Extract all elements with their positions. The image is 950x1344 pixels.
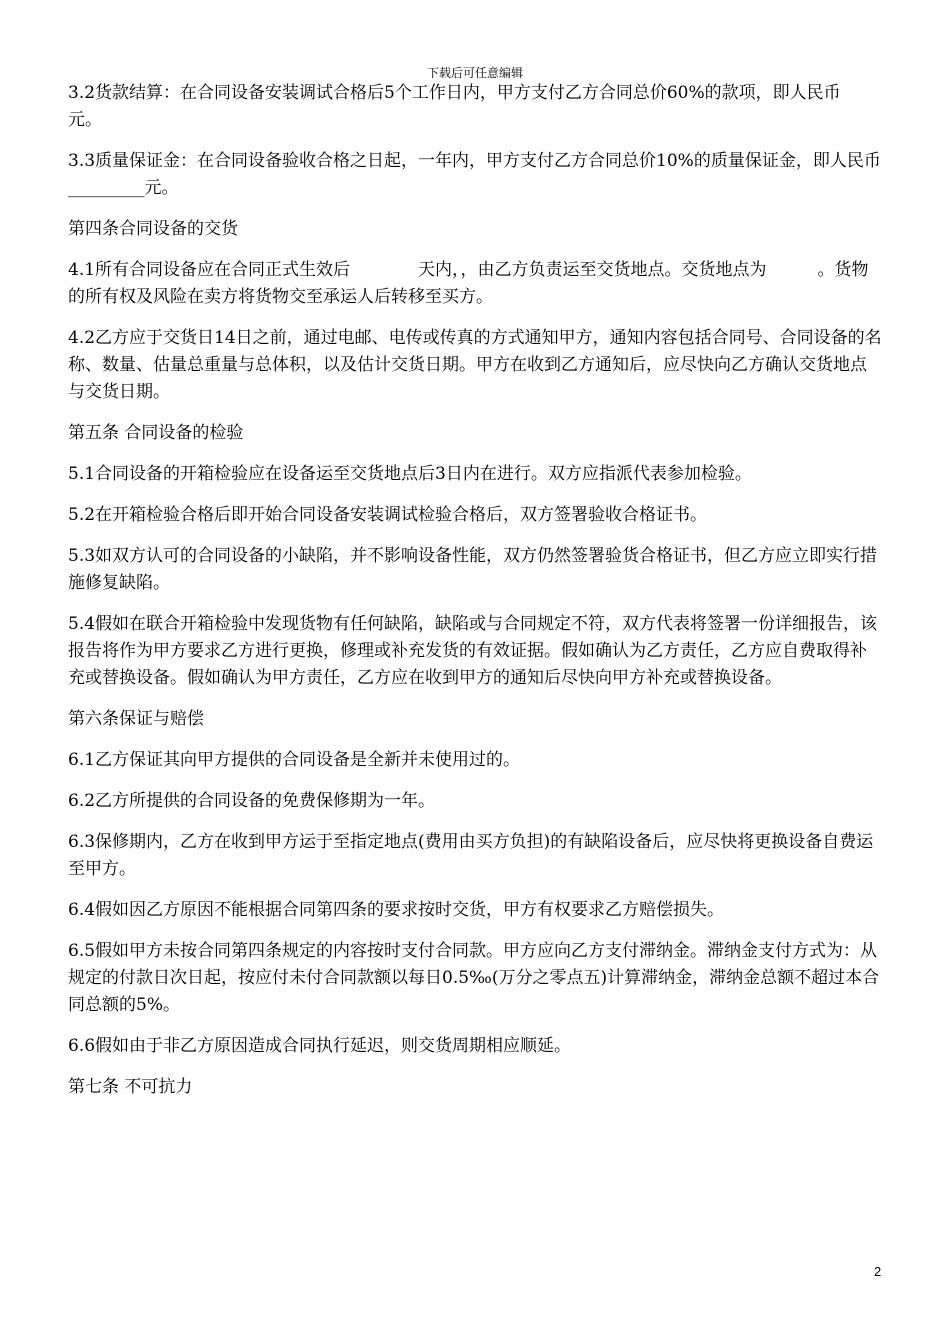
- clause-4-1: 4.1所有合同设备应在合同正式生效后 天内，，由乙方负责运至交货地点。交货地点为 。货物的所有权及风险在卖方将货物交至承运人后转移至买方。: [68, 260, 869, 307]
- clause-6-5: 6.5假如甲方未按合同第四条规定的内容按时支付合同款。甲方应向乙方支付滞纳金。滞纳金支付方式为：从规定的付款日次日起，按应付未付合同款额以每日0.5‰(万分之零点五)计算滞纳金，滞纳金总额不超过本合同总额的5%。: [68, 941, 880, 1015]
- page-number: 2: [874, 1264, 882, 1279]
- clause-3-2: 3.2货款结算：在合同设备安装调试合格后5个工作日内，甲方支付乙方合同总价60%的款项，即人民币 元。: [68, 83, 943, 130]
- article-5-heading: 第五条 合同设备的检验: [68, 423, 244, 443]
- clause-6-1: 6.1乙方保证其向甲方提供的合同设备是全新并未使用过的。: [68, 750, 521, 770]
- article-7-heading: 第七条 不可抗力: [68, 1077, 193, 1097]
- clause-6-2: 6.2乙方所提供的合同设备的免费保修期为一年。: [68, 791, 436, 811]
- clause-6-6: 6.6假如由于非乙方原因造成合同执行延迟，则交货周期相应顺延。: [68, 1036, 572, 1056]
- clause-4-2: 4.2乙方应于交货日14日之前，通过电邮、电传或传真的方式通知甲方，通知内容包括合同号、合同设备的名称、数量、估量总重量与总体积，以及估计交货日期。甲方在收到乙方通知后，应尽快向乙方确认交货地点与交货日期。: [68, 328, 882, 402]
- clause-5-1: 5.1合同设备的开箱检验应在设备运至交货地点后3日内在进行。双方应指派代表参加检验。: [68, 464, 752, 484]
- clause-6-3: 6.3保修期内，乙方在收到甲方运于至指定地点(费用由买方负担)的有缺陷设备后，应尽快将更换设备自费运至甲方。: [68, 832, 874, 879]
- clause-5-2: 5.2在开箱检验合格后即开始合同设备安装调试检验合格后，双方签署验收合格证书。: [68, 505, 708, 525]
- article-4-heading: 第四条合同设备的交货: [68, 219, 238, 239]
- page-header: 下载后可任意编辑: [426, 66, 523, 80]
- article-6-heading: 第六条保证与赔偿: [68, 709, 204, 729]
- clause-3-3: 3.3质量保证金：在合同设备验收合格之日起，一年内，甲方支付乙方合同总价10%的质量保证金，即人民币_________元。: [68, 151, 881, 198]
- document-body: [68, 80, 943, 1115]
- clause-5-3: 5.3如双方认可的合同设备的小缺陷，并不影响设备性能，双方仍然签署验货合格证书，但乙方应立即实行措施修复缺陷。: [68, 546, 878, 593]
- clause-6-4: 6.4假如因乙方原因不能根据合同第四条的要求按时交货，甲方有权要求乙方赔偿损失。: [68, 900, 725, 920]
- clause-5-4: 5.4假如在联合开箱检验中发现货物有任何缺陷，缺陷或与合同规定不符，双方代表将签署一份详细报告，该报告将作为甲方要求乙方进行更换，修理或补充发货的有效证据。假如确认为乙方责任，乙方应自费取得补充或替换设备。假如确认为甲方责任，乙方应在收到甲方的通知后尽快向甲方补充或替换设备。: [68, 614, 878, 688]
